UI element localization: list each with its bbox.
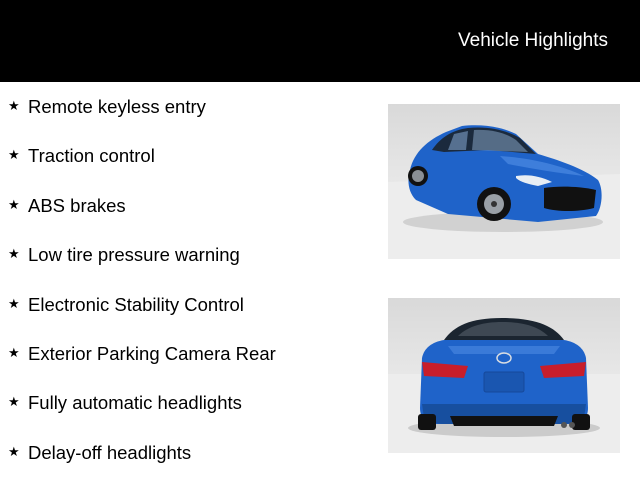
star-icon: ★ [8, 443, 20, 459]
feature-label: Remote keyless entry [28, 96, 206, 117]
feature-list [8, 96, 276, 491]
star-icon: ★ [8, 98, 20, 113]
list-item [8, 343, 276, 392]
star-icon: ★ [8, 394, 20, 410]
car-front-view-photo[interactable] [388, 104, 620, 259]
star-icon: ★ [8, 246, 20, 262]
list-item [8, 244, 276, 293]
star-icon: ★ [8, 344, 20, 360]
list-item [8, 145, 276, 194]
list-item [8, 294, 276, 343]
car-rear-illustration [388, 298, 620, 453]
car-rear-view-photo[interactable] [388, 298, 620, 453]
list-item [8, 392, 276, 441]
feature-label: Exterior Parking Camera Rear [28, 342, 276, 364]
header-bar [0, 0, 640, 82]
feature-label: Traction control [28, 145, 155, 167]
feature-label: Electronic Stability Control [28, 293, 244, 315]
feature-label: Low tire pressure warning [28, 244, 240, 266]
list-item [8, 442, 276, 491]
car-front-illustration [388, 104, 620, 259]
list-item [8, 96, 276, 145]
star-icon: ★ [8, 196, 20, 212]
star-icon: ★ [8, 295, 20, 311]
feature-label: Delay-off headlights [28, 441, 192, 463]
page-title: Vehicle Highlights [458, 30, 608, 51]
star-icon: ★ [8, 147, 20, 163]
feature-label: Fully automatic headlights [28, 392, 242, 414]
list-item [8, 195, 276, 244]
feature-label: ABS brakes [28, 194, 126, 216]
